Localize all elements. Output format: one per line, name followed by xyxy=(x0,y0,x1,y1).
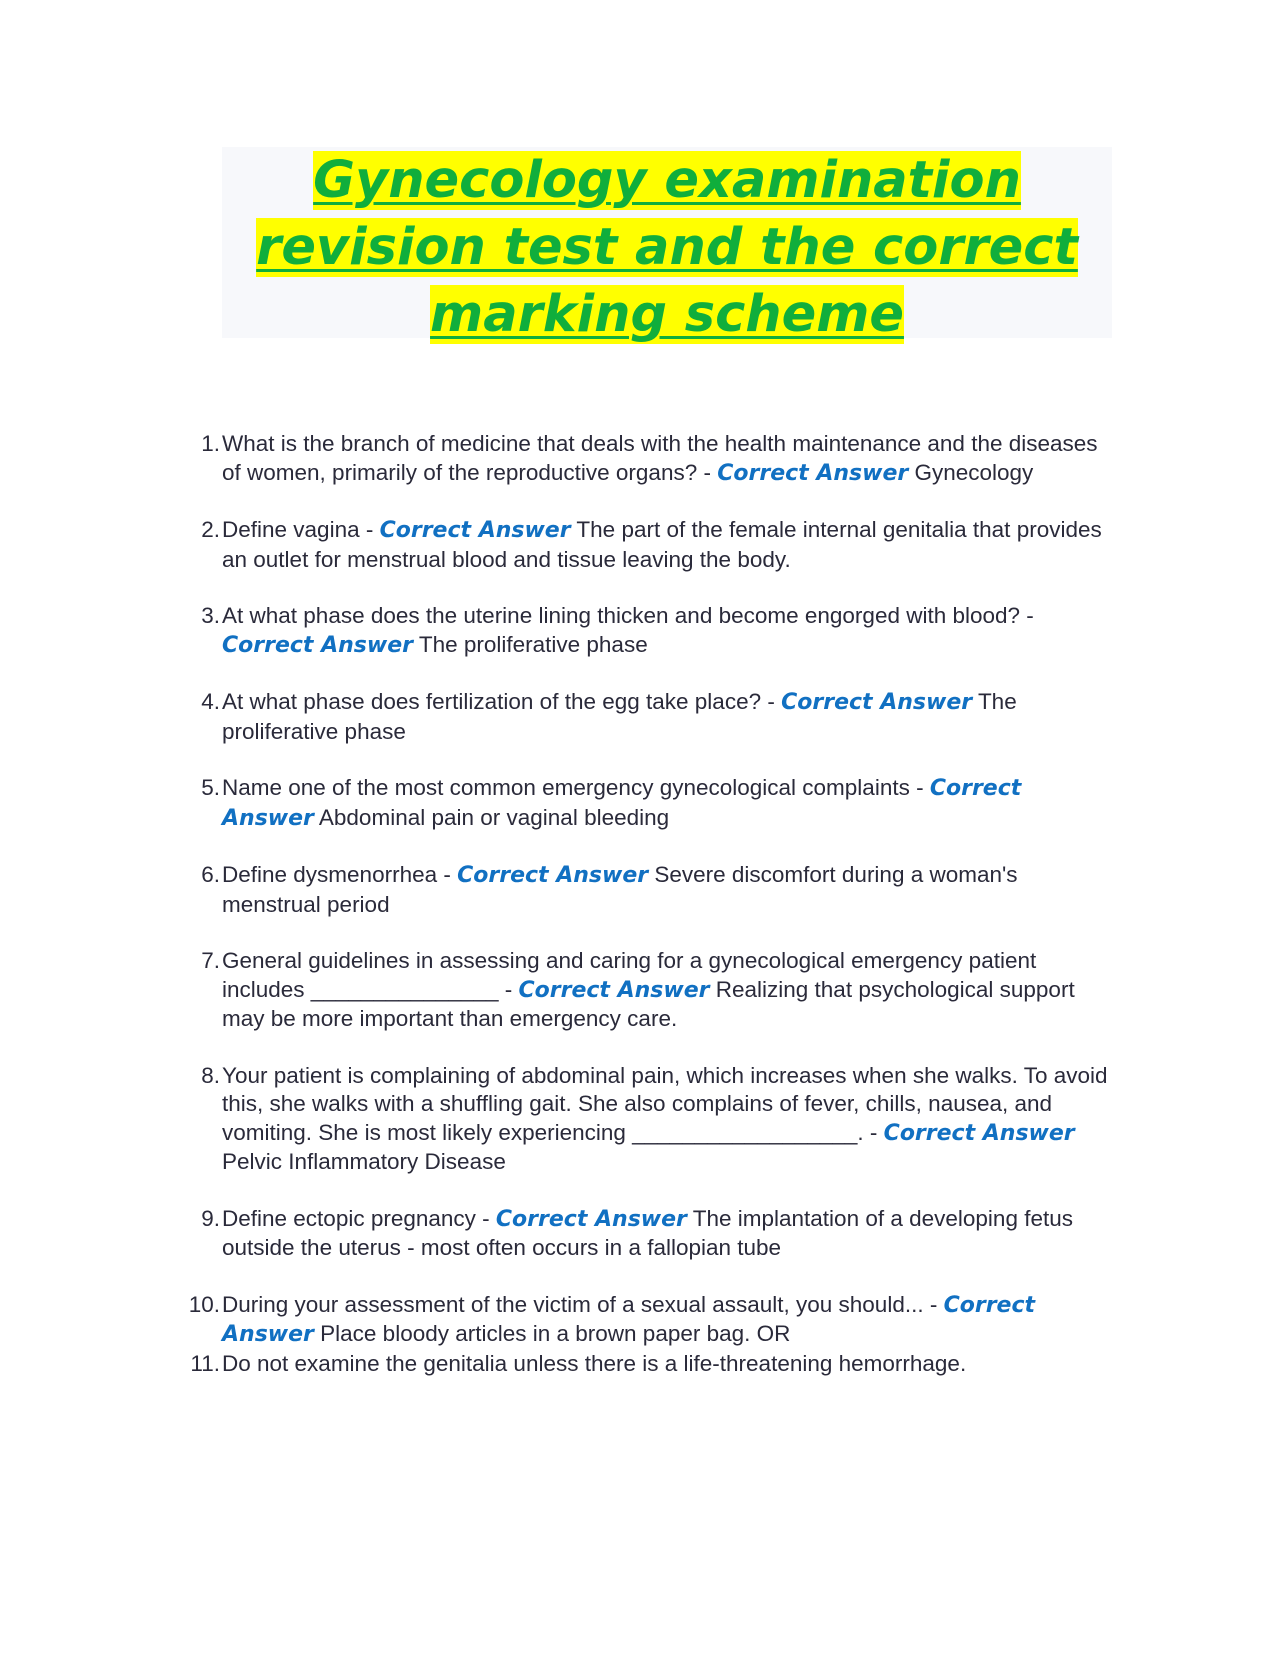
item-number: 3. xyxy=(201,603,220,628)
question-item xyxy=(180,688,1110,746)
answer-text: The part of the female internal genitalia that provides an outlet for menstrual blood and tissue leaving the body. xyxy=(222,517,1102,572)
question-text: During your assessment of the victim of a sexual assault, you should... - xyxy=(222,1291,944,1317)
correct-answer-label: Correct Answer xyxy=(379,518,571,543)
question-item xyxy=(180,430,1110,488)
answer-text: Abdominal pain or vaginal bleeding xyxy=(313,804,670,830)
item-text: Do not examine the genitalia unless there is a life-threatening hemorrhage. xyxy=(222,1350,967,1376)
question-item xyxy=(180,1291,1110,1350)
correct-answer-label: Correct Answer xyxy=(781,690,973,715)
correct-answer-label: Correct Answer xyxy=(222,1292,1036,1347)
correct-answer-label: Correct Answer xyxy=(717,460,909,486)
correct-answer-label: Correct Answer xyxy=(495,1206,687,1232)
title-line-1: Gynecology examination xyxy=(313,151,1021,210)
title-line-3: marking scheme xyxy=(430,285,904,344)
question-text: What is the branch of medicine that deals with the health maintenance and the diseases of women, primarily of the reproductive organs? - xyxy=(222,431,1098,485)
answer-text: The proliferative phase xyxy=(222,689,1017,744)
correct-answer-label: Correct Answer xyxy=(518,977,710,1003)
answer-text: Pelvic Inflammatory Disease xyxy=(222,1149,506,1174)
question-item xyxy=(180,861,1110,919)
answer-text: Gynecology xyxy=(908,459,1034,485)
question-item xyxy=(180,1062,1110,1177)
answer-text: Realizing that psychological support may be more important than emergency care. xyxy=(222,976,1075,1031)
question-text: At what phase does the uterine lining thicken and become engorged with blood? - xyxy=(222,603,1034,628)
correct-answer-label: Correct Answer xyxy=(222,776,1022,831)
question-item xyxy=(180,516,1110,574)
correct-answer-label: Correct Answer xyxy=(457,863,649,888)
answer-text: Place bloody articles in a brown paper bag. OR xyxy=(313,1321,791,1346)
answer-text: Severe discomfort during a woman's menstrual period xyxy=(222,862,1018,917)
correct-answer-label: Correct Answer xyxy=(883,1120,1075,1146)
question-text: Name one of the most common emergency gynecological complaints - xyxy=(222,775,930,800)
title-line-2: revision test and the correct xyxy=(256,218,1078,277)
question-item xyxy=(180,947,1110,1034)
question-text: Define ectopic pregnancy - xyxy=(222,1205,496,1231)
correct-answer-label: Correct Answer xyxy=(222,632,413,658)
question-text: Define vagina - xyxy=(222,517,380,542)
question-text: Define dysmenorrhea - xyxy=(222,862,458,887)
question-text: Your patient is complaining of abdominal pain, which increases when she walks. To avoid this, she walks with a shuffling gait. She also complains of fever, chills, nausea, and vomiting. She is most likely experiencing __________________. - xyxy=(222,1062,1108,1145)
item-number: 4. xyxy=(201,689,220,714)
item-number: 11. xyxy=(190,1350,220,1376)
item-number: 5. xyxy=(201,775,220,800)
item-number: 1. xyxy=(201,431,220,456)
item-number: 8. xyxy=(201,1062,220,1088)
question-text: At what phase does fertilization of the egg take place? - xyxy=(222,689,782,714)
answer-text: The implantation of a developing fetus outside the uterus - most often occurs in a fallopian tube xyxy=(222,1205,1073,1260)
answer-text: The proliferative phase xyxy=(412,631,648,657)
item-number: 10. xyxy=(188,1291,220,1317)
item-number: 6. xyxy=(201,862,220,887)
question-item xyxy=(180,1350,1110,1379)
item-number: 2. xyxy=(201,517,220,542)
document-title xyxy=(222,147,1112,344)
question-text: General guidelines in assessing and caring for a gynecological emergency patient includes _______________ - xyxy=(222,948,1037,1002)
question-list xyxy=(180,430,1110,1378)
question-item xyxy=(180,602,1110,660)
question-item xyxy=(180,1205,1110,1263)
question-item xyxy=(180,774,1110,833)
item-number: 7. xyxy=(201,948,220,973)
item-number: 9. xyxy=(201,1205,220,1231)
